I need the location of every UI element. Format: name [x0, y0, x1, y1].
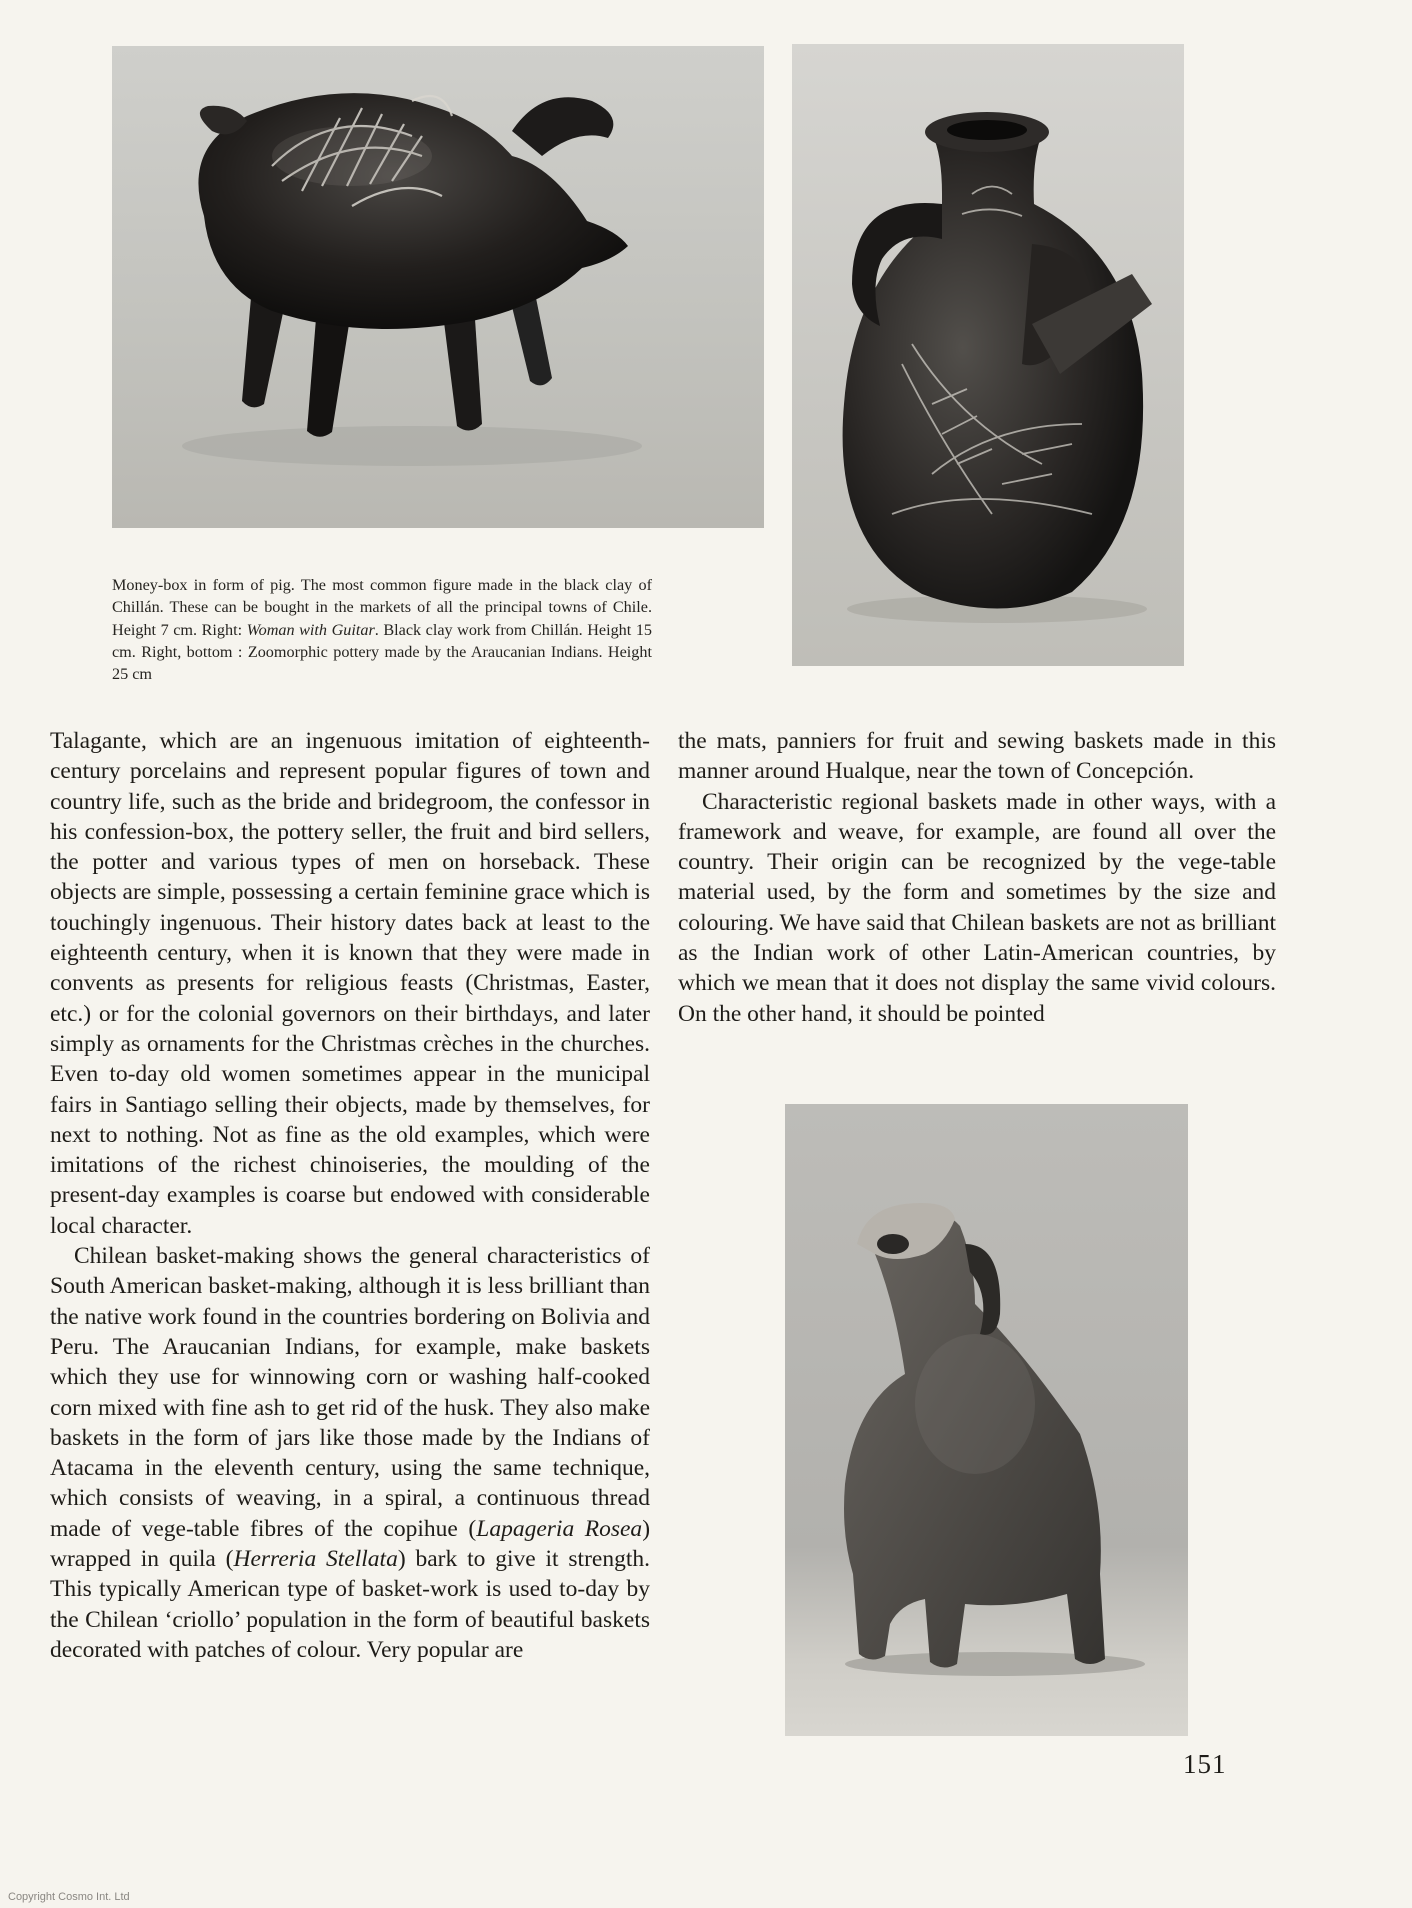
left-text-column — [50, 726, 650, 1665]
figure-caption — [112, 574, 652, 685]
right-paragraph-1: the mats, panniers for fruit and sewing baskets made in this manner around Hualque, near the town of Concepción. — [678, 728, 1276, 785]
pig-illustration — [112, 46, 764, 528]
right-paragraph-2: Characteristic regional baskets made in other ways, with a framework and weave, for example, are found all over the country. Their origin can be recognized by the vege-table material used, by the form and sometimes by the size and colouring. We have said that Chilean baskets are not as brilliant as the Indian work of other Latin-American countries, by which we mean that it does not display the same vivid colours. On the other hand, it should be pointed — [678, 788, 1276, 1027]
copyright-watermark: Copyright Cosmo Int. Ltd — [8, 1891, 130, 1903]
left-paragraph-2: Chilean basket-making shows the general characteristics of South American basket-making, although it is less brilliant than the native work found in the countries bordering on Bolivia and Peru. The Araucanian Indians, for example, make baskets which they use for winnowing corn or washing half-cooked corn mixed with fine ash to get rid of the husk. They also make baskets in the form of jars like those made by the Indians of Atacama in the eleventh century, using the same technique, which consists of weaving, in a spiral, a continuous thread made of vege-table fibres of the copihue (Lapageria Rosea) wrapped in quila (Herreria Stellata) bark to give it strength. This typically American type of basket-work is used to-day by the Chilean ‘criollo’ population in the form of beautiful baskets decorated with patches of colour. Very popular are — [50, 1243, 651, 1663]
page-number: 151 — [1183, 1749, 1227, 1779]
zoomorphic-pottery-photo — [785, 1104, 1188, 1736]
pig-money-box-photo — [112, 46, 764, 528]
jug-illustration — [792, 44, 1184, 666]
right-text-column — [678, 726, 1276, 1029]
left-paragraph-1: Talagante, which are an ingenuous imitation of eighteenth-century porcelains and represent popular figures of town and country life, such as the bride and bridegroom, the confessor in his confession-box, the pottery seller, the fruit and bird sellers, the potter and various types of men on horseback. These objects are simple, possessing a certain feminine grace which is touchingly ingenuous. Their history dates back at least to the eighteenth century, when it is known that they were made in convents as presents for religious feasts (Christmas, Easter, etc.) or for the colonial governors on their birthdays, and later simply as ornaments for the Christmas crèches in the churches. Even to-day old women sometimes appear in the municipal fairs in Santiago selling their objects, made by themselves, for next to nothing. Not as fine as the old examples, which were imitations of the richest chinoiseries, the moulding of the present-day examples is coarse but endowed with considerable local character. — [50, 728, 650, 1239]
woman-with-guitar-photo — [792, 44, 1184, 666]
caption-text: Money-box in form of pig. The most common figure made in the black clay of Chillán. These can be bought in the markets of all the principal towns of Chile. Height 7 cm. Right: Woman with Guitar. Black clay work from Chillán. Height 15 cm. Right, bottom : Zoomorphic pottery made by the Araucanian Indians. Height 25 cm — [112, 576, 653, 684]
animal-illustration — [785, 1104, 1188, 1736]
